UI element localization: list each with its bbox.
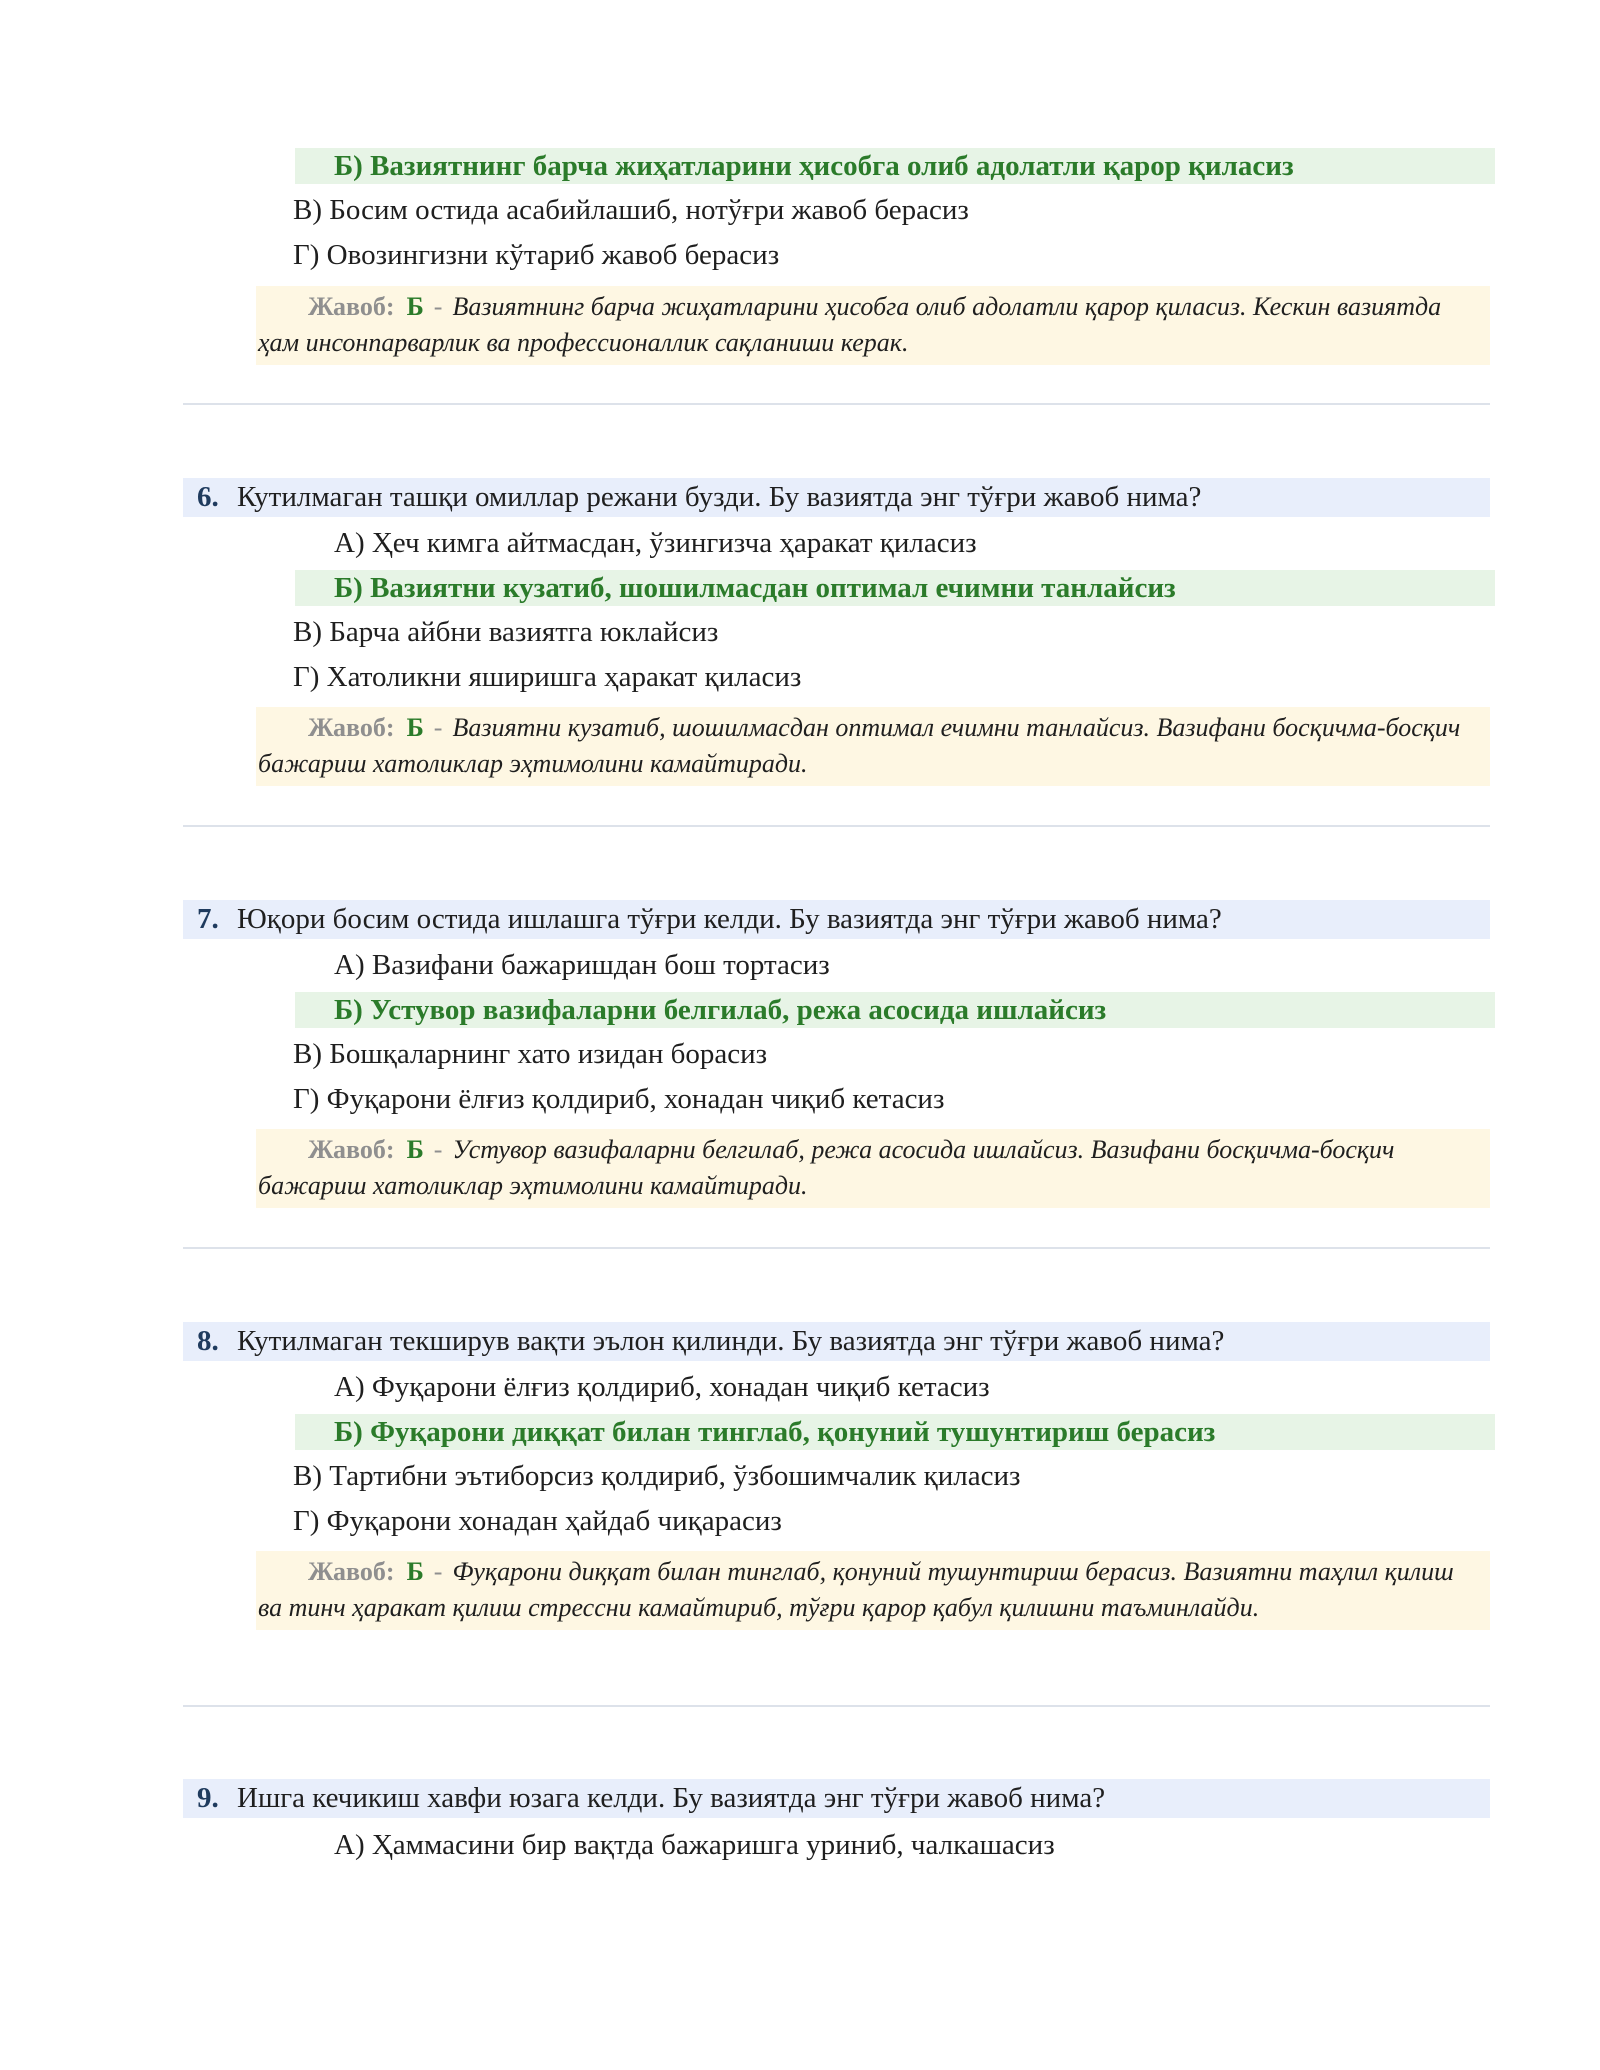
q6-option-b-correct: Б) Вазиятни кузатиб, шошилмасдан оптимал ечимни танлайсиз	[295, 570, 1495, 606]
q6-number: 6.	[197, 481, 219, 513]
q5-option-g: Г) Овозингизни кўтариб жавоб берасиз	[293, 239, 780, 271]
q9-option-a: А) Ҳаммасини бир вақтда бажаришга уриниб, чалкашасиз	[334, 1829, 1055, 1861]
answer-label: Жавоб:	[308, 1135, 395, 1164]
answer-letter: Б	[406, 1557, 424, 1586]
q9-question	[183, 1779, 1490, 1818]
q8-option-b-correct: Б) Фуқарони диққат билан тинглаб, қонуний тушунтириш берасиз	[295, 1414, 1495, 1450]
q5-option-v: В) Босим остида асабийлашиб, нотўғри жавоб берасиз	[293, 194, 969, 226]
q5-answer-box	[256, 286, 1490, 365]
answer-explanation: Фуқарони диққат билан тинглаб, қонуний тушунтириш берасиз. Вазиятни таҳлил қилиш ва тинч ҳаракат қилиш стрессни камайтириб, тўғри қарор қабул қилишни таъминлайди.	[258, 1557, 1454, 1622]
answer-label: Жавоб:	[308, 292, 395, 321]
answer-explanation: Устувор вазифаларни белгилаб, режа асосида ишлайсиз. Вазифани босқичма-босқич бажариш хатоликлар эҳтимолини камайтиради.	[258, 1135, 1395, 1200]
q7-option-g: Г) Фуқарони ёлғиз қолдириб, хонадан чиқиб кетасиз	[293, 1083, 945, 1115]
q7-question	[183, 900, 1490, 939]
q8-question-text: Кутилмаган текширув вақти эълон қилинди. Бу вазиятда энг тўғри жавоб нима?	[237, 1325, 1225, 1357]
q8-answer-box	[256, 1551, 1490, 1630]
question-divider	[183, 403, 1490, 405]
answer-letter: Б	[406, 1135, 424, 1164]
answer-dash: -	[433, 1135, 443, 1164]
q6-option-a: А) Ҳеч кимга айтмасдан, ўзингизча ҳаракат қиласиз	[334, 527, 977, 559]
q8-question	[183, 1322, 1490, 1361]
answer-label: Жавоб:	[308, 713, 395, 742]
answer-label: Жавоб:	[308, 1557, 395, 1586]
answer-letter: Б	[406, 292, 424, 321]
q7-question-text: Юқори босим остида ишлашга тўғри келди. Бу вазиятда энг тўғри жавоб нима?	[237, 903, 1222, 935]
q5-option-b-correct: Б) Вазиятнинг барча жиҳатларини ҳисобга олиб адолатли қарор қиласиз	[295, 148, 1495, 184]
answer-letter: Б	[406, 713, 424, 742]
answer-dash: -	[433, 292, 443, 321]
question-divider	[183, 1705, 1490, 1707]
q9-question-text: Ишга кечикиш хавфи юзага келди. Бу вазиятда энг тўғри жавоб нима?	[237, 1782, 1106, 1814]
q7-option-b-correct: Б) Устувор вазифаларни белгилаб, режа асосида ишлайсиз	[295, 992, 1495, 1028]
q6-question-text: Кутилмаган ташқи омиллар режани бузди. Бу вазиятда энг тўғри жавоб нима?	[237, 481, 1202, 513]
question-divider	[183, 825, 1490, 827]
answer-dash: -	[433, 713, 443, 742]
q6-option-g: Г) Хатоликни яширишга ҳаракат қиласиз	[293, 661, 802, 693]
q8-option-a: А) Фуқарони ёлғиз қолдириб, хонадан чиқиб кетасиз	[334, 1371, 990, 1403]
q6-answer-box	[256, 707, 1490, 786]
q6-option-v: В) Барча айбни вазиятга юклайсиз	[293, 616, 719, 648]
answer-explanation: Вазиятнинг барча жиҳатларини ҳисобга олиб адолатли қарор қиласиз. Кескин вазиятда ҳам инсонпарварлик ва профессионаллик сақланиши керак.	[258, 292, 1442, 357]
q7-number: 7.	[197, 903, 219, 935]
q7-option-v: В) Бошқаларнинг хато изидан борасиз	[293, 1038, 768, 1070]
q8-number: 8.	[197, 1325, 219, 1357]
q6-question	[183, 478, 1490, 517]
q7-answer-box	[256, 1129, 1490, 1208]
answer-dash: -	[433, 1557, 443, 1586]
q9-number: 9.	[197, 1782, 219, 1814]
q8-option-v: В) Тартибни эътиборсиз қолдириб, ўзбошимчалик қиласиз	[293, 1460, 1021, 1492]
answer-explanation: Вазиятни кузатиб, шошилмасдан оптимал ечимни танлайсиз. Вазифани босқичма-босқич бажариш хатоликлар эҳтимолини камайтиради.	[258, 713, 1461, 778]
question-divider	[183, 1247, 1490, 1249]
q7-option-a: А) Вазифани бажаришдан бош тортасиз	[334, 949, 830, 981]
q8-option-g: Г) Фуқарони хонадан ҳайдаб чиқарасиз	[293, 1505, 782, 1537]
